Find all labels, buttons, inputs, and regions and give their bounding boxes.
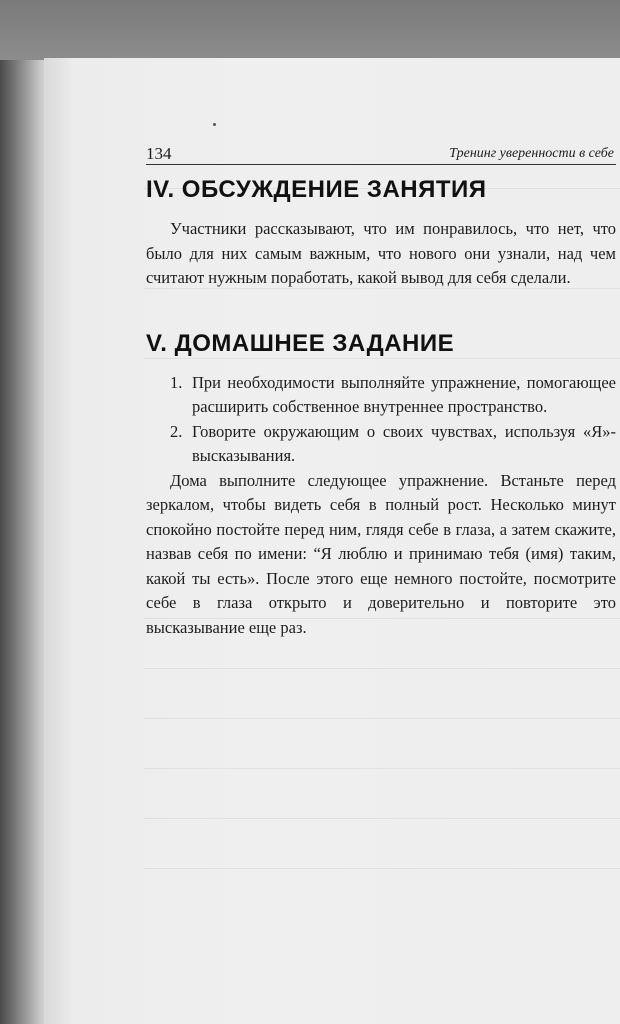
- book-title: Тренинг уверенности в себе: [449, 146, 614, 161]
- list-item: [170, 371, 616, 420]
- section-4-heading: IV. ОБСУЖДЕНИЕ ЗАНЯТИЯ: [146, 176, 487, 203]
- scan-speck: [213, 123, 216, 126]
- section-5-paragraph: Дома выполните следующее упражнение. Встаньте перед зеркалом, чтобы видеть себя в полный рост. Несколько минут спокойно постойте перед ним, глядя себе в глаза, а затем скажите, назвав себя по имени: “Я люблю и принимаю тебя (имя) таким, какой ты есть». После этого еще немного постойте, посмотрите себе в глаза открыто и доверительно и повторите это высказывание еще раз.: [146, 470, 616, 637]
- page-number: 134: [146, 144, 172, 163]
- page-content: [146, 140, 616, 640]
- list-item-number: 1.: [170, 372, 183, 392]
- book-spine-shadow: [0, 60, 48, 1024]
- list-item-text: При необходимости выполняйте упражнение, помогающее расширить собственное внутреннее пространство.: [192, 372, 616, 416]
- section-4-paragraph: Участники рассказывают, что им понравилось, что нет, что было для них самым важным, что нового они узнали, над чем считают нужным поработать, какой вывод для себя сделали.: [146, 219, 616, 287]
- list-item-number: 2.: [170, 421, 183, 441]
- running-head: [146, 140, 616, 165]
- section-5-heading: V. ДОМАШНЕЕ ЗАДАНИЕ: [146, 329, 455, 357]
- homework-list: [146, 371, 616, 469]
- list-item: [170, 420, 616, 469]
- list-item-text: Говорите окружающим о своих чувствах, используя «Я»-высказывания.: [192, 421, 616, 465]
